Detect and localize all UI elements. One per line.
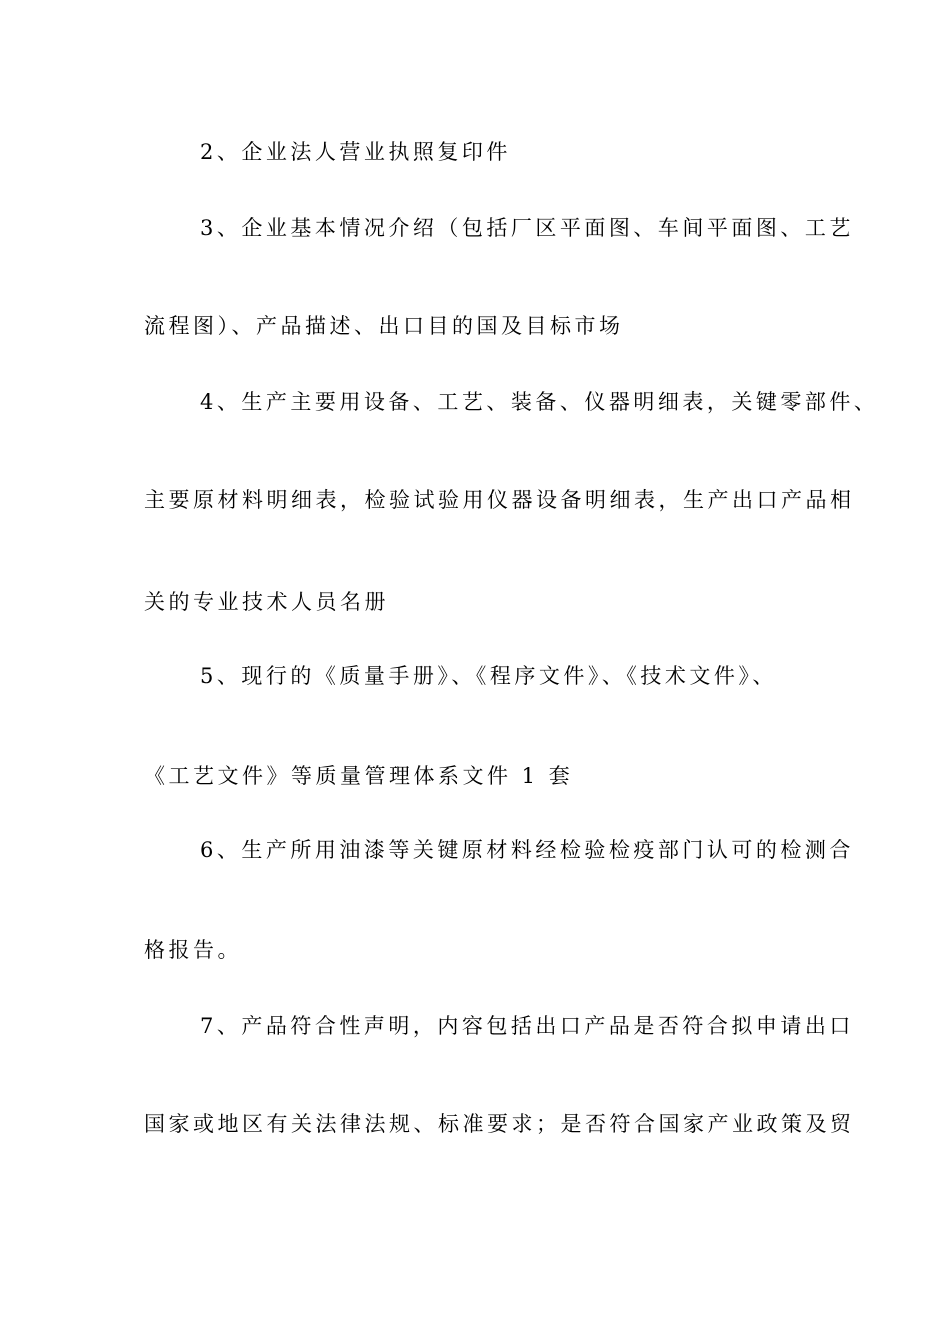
item-4-line-1: 4、生产主要用设备、工艺、装备、仪器明细表，关键零部件、 xyxy=(200,390,879,414)
item-4-line-2: 主要原材料明细表，检验试验用仪器设备明细表，生产出口产品相 xyxy=(144,488,855,512)
item-3-line-2: 流程图）、产品描述、出口目的国及目标市场 xyxy=(144,314,624,338)
item-6-line-2: 格报告。 xyxy=(144,938,242,962)
item-3-line-1: 3、企业基本情况介绍（包括厂区平面图、车间平面图、工艺 xyxy=(200,216,854,240)
item-4-line-3: 关的专业技术人员名册 xyxy=(144,590,389,614)
item-2-line: 2、企业法人营业执照复印件 xyxy=(200,140,511,164)
item-6-line-1: 6、生产所用油漆等关键原材料经检验检疫部门认可的检测合 xyxy=(200,838,854,862)
item-7-line-1: 7、产品符合性声明，内容包括出口产品是否符合拟申请出口 xyxy=(200,1014,854,1038)
item-7-line-2: 国家或地区有关法律法规、标准要求；是否符合国家产业政策及贸 xyxy=(144,1112,855,1136)
item-5-line-2: 《工艺文件》等质量管理体系文件 1 套 xyxy=(144,764,574,788)
item-5-line-1: 5、现行的《质量手册》、《程序文件》、《技术文件》、 xyxy=(200,664,777,688)
